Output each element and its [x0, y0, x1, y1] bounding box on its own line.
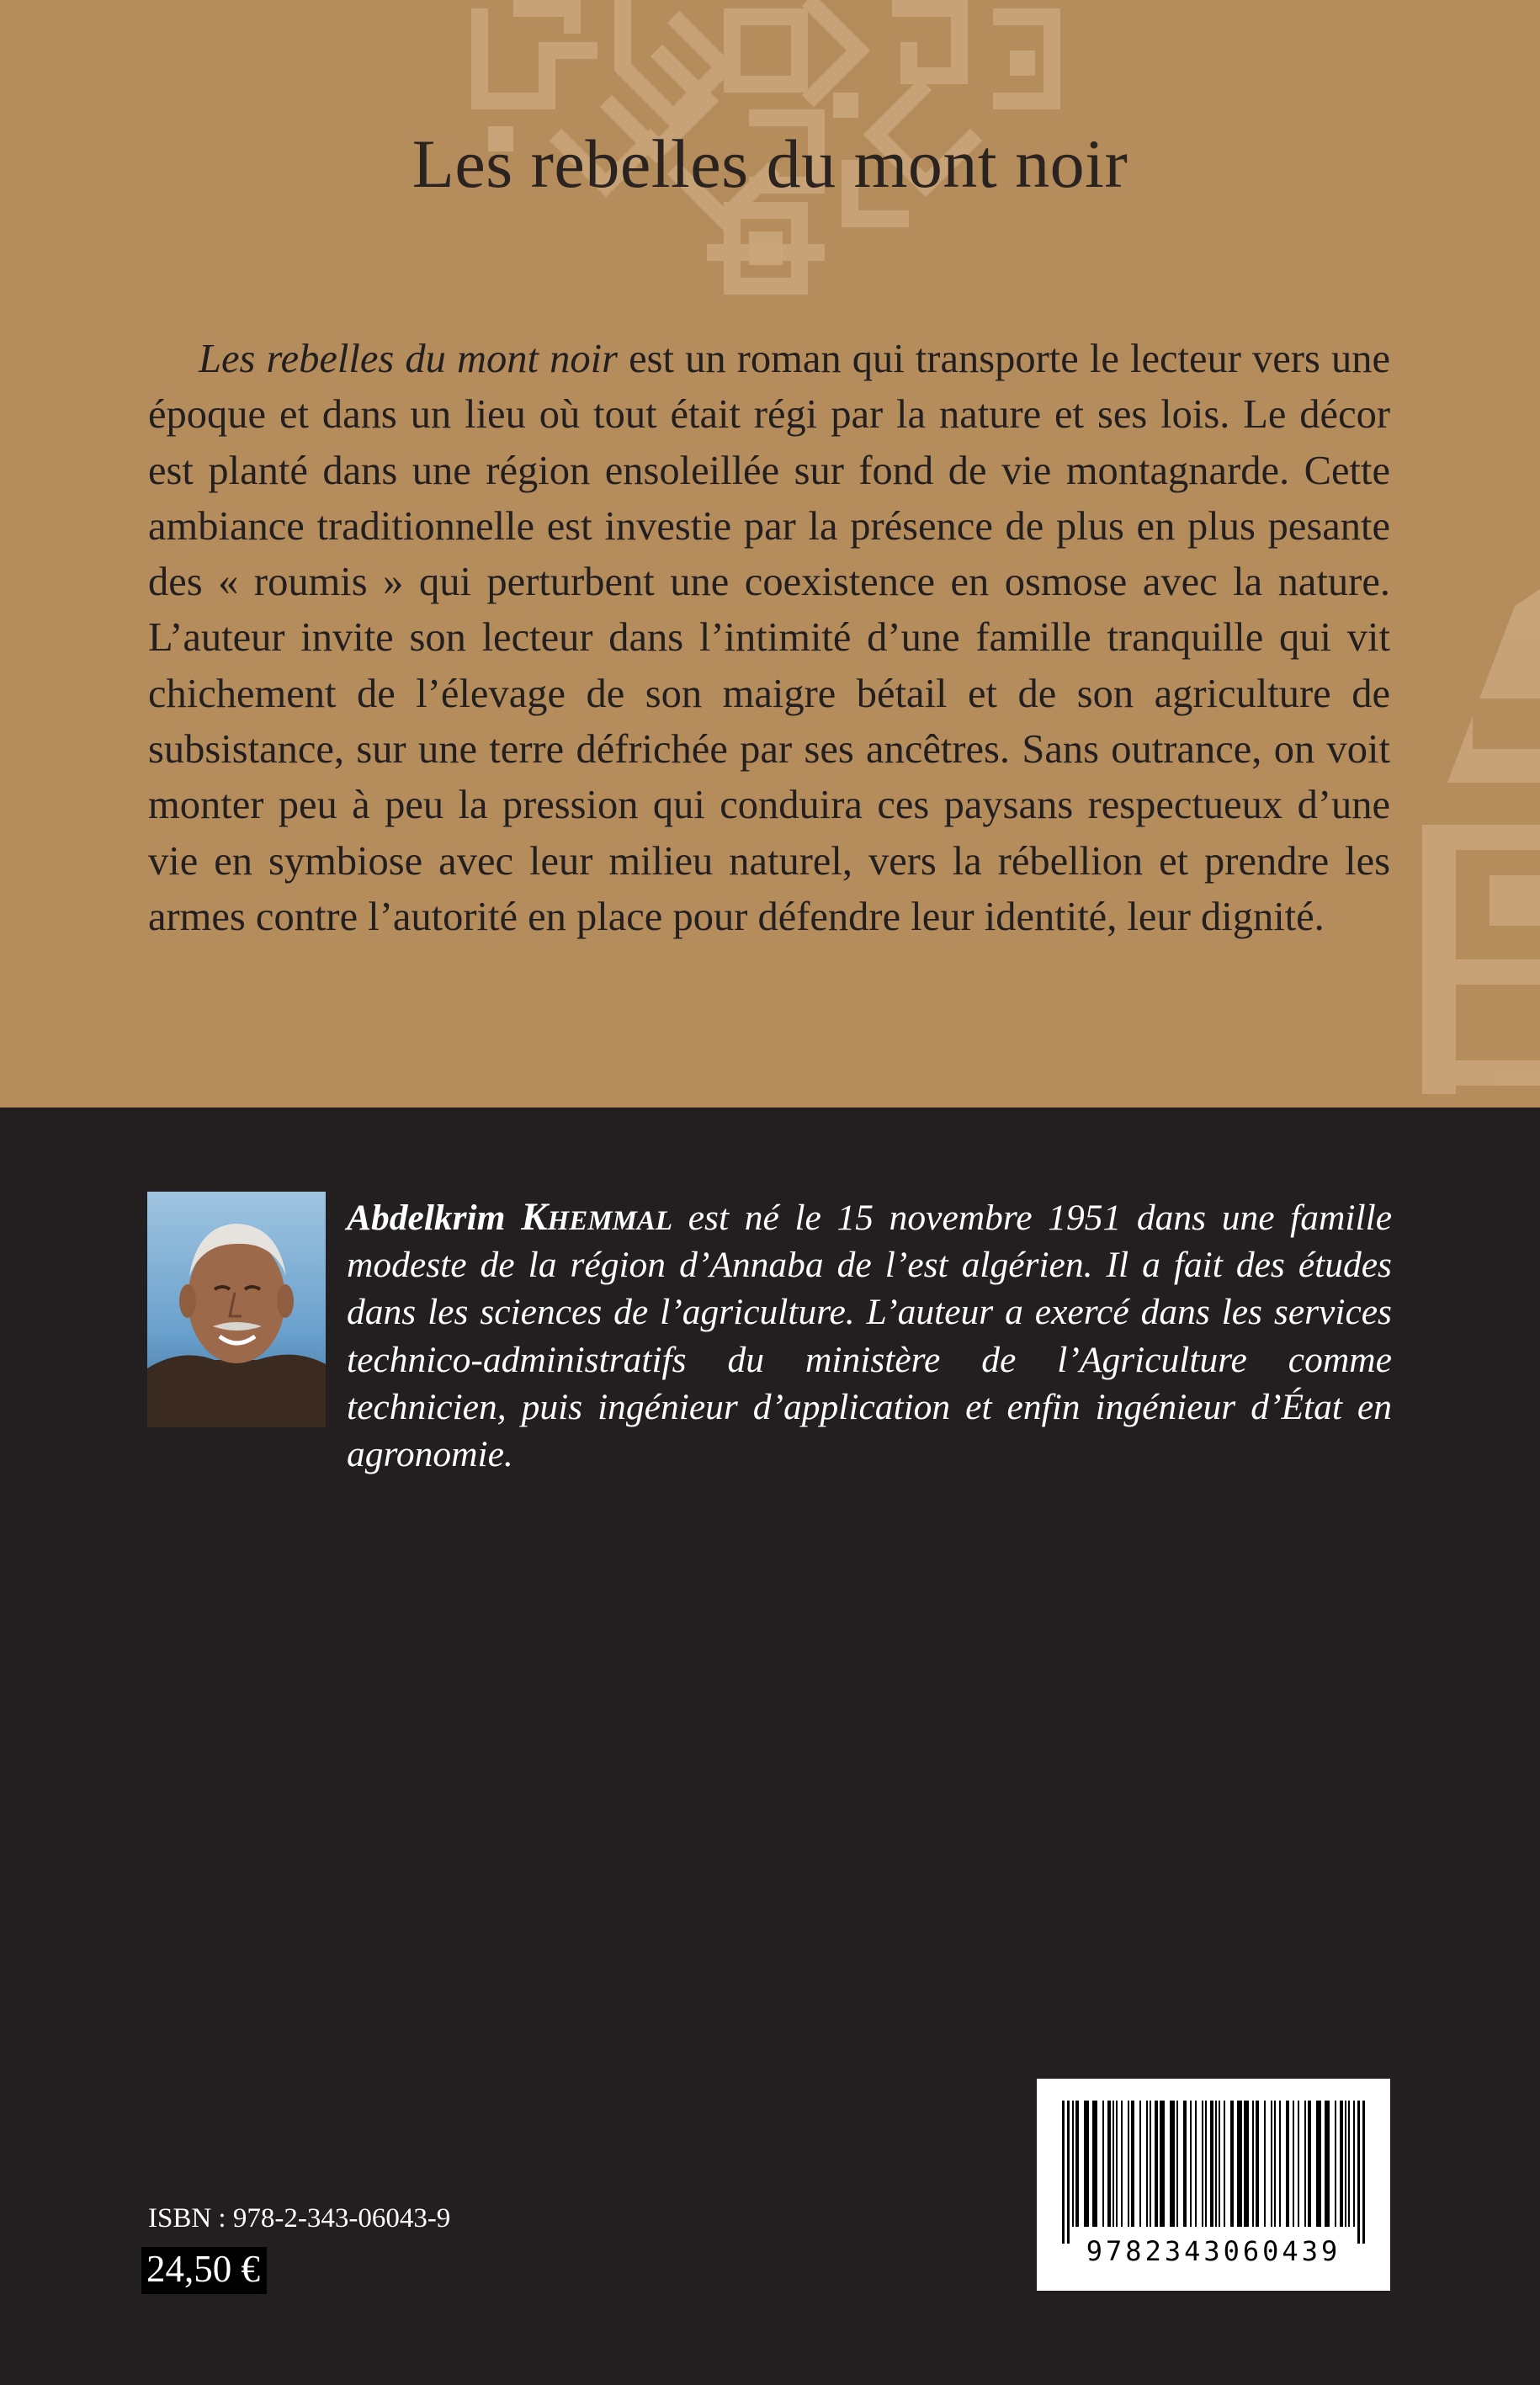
barcode-bar [1357, 2101, 1360, 2244]
barcode-bar [1146, 2101, 1148, 2227]
barcode-bar [1092, 2101, 1097, 2227]
author-bio-text: est né le 15 novembre 1951 dans une famille modeste de la région d’Annaba de l’est algérien. Il a fait des études dans les sciences de l’agriculture. L’auteur a exercé dans les services technico-administratifs du ministère de l’Agriculture comme technicien, puis ingénieur d’application et enfin ingénieur d’État en agronomie. [347, 1198, 1392, 1475]
barcode-bar [1362, 2101, 1365, 2244]
author-first-name: Abdelkrim [347, 1198, 506, 1238]
barcode-bar [1160, 2101, 1165, 2227]
author-bio [347, 1193, 1392, 1478]
price-label: 24,50 € [141, 2247, 267, 2294]
barcode-bar [1131, 2101, 1134, 2227]
barcode-bar [1316, 2101, 1321, 2227]
barcode-bar [1062, 2101, 1065, 2244]
barcode-bar [1237, 2101, 1242, 2227]
barcode-bar [1224, 2101, 1225, 2227]
author-last-name: Khemmal [521, 1195, 673, 1239]
barcode-bar [1252, 2101, 1254, 2227]
barcode-bar [1293, 2101, 1294, 2227]
barcode-bar [1353, 2101, 1355, 2227]
barcode-bar [1345, 2101, 1346, 2227]
barcode-bar [1150, 2101, 1151, 2227]
book-blurb [148, 332, 1390, 945]
barcode-bar [1102, 2101, 1104, 2227]
barcode-bar [1190, 2101, 1192, 2227]
barcode-bar [1084, 2101, 1089, 2227]
barcode-bar [1139, 2101, 1141, 2227]
barcode-bar [1274, 2101, 1276, 2227]
author-photo [147, 1192, 326, 1427]
barcode-bar [1067, 2101, 1070, 2244]
blurb-body: est un roman qui transporte le lecteur vers une époque et dans un lieu où tout était régi par la nature et ses lois. Le décor est planté dans une région ensoleillée sur fond de vie montagnarde. Cette ambiance traditionnelle est investie par la présence de plus en plus pesante des « roumis » qui perturbent une coexistence en osmose avec la nature. L’auteur invite son lecteur dans l’intimité d’une famille tranquille qui vit chichement de l’élevage de son maigre bétail et de son agriculture de subsistance, sur une terre défrichée par ses ancêtres. Sans outrance, on voit monter peu à peu la pression qui conduira ces paysans respectueux d’une vie en symbiose avec leur milieu naturel, vers la rébellion et prendre les armes contre l’autorité en place pour défendre leur identité, leur dignité. [148, 337, 1390, 939]
barcode-bar [1107, 2101, 1111, 2227]
cover-top-panel [0, 0, 1540, 1108]
isbn-label: ISBN : 978-2-343-06043-9 [148, 2203, 451, 2234]
barcode-bar [1298, 2101, 1299, 2227]
barcode-bar [1113, 2101, 1114, 2227]
barcode-bar [1155, 2101, 1158, 2227]
barcode-bar [1340, 2101, 1343, 2227]
barcode-bar [1210, 2101, 1213, 2227]
barcode-bar [1215, 2101, 1217, 2227]
barcode-bar [1072, 2101, 1074, 2227]
barcode [1037, 2079, 1390, 2291]
barcode-bar [1286, 2101, 1289, 2227]
barcode-bar [1075, 2101, 1079, 2227]
barcode-bar [1335, 2101, 1336, 2227]
book-title: Les rebelles du mont noir [412, 125, 1128, 202]
barcode-number: 9782343060439 [1086, 2235, 1341, 2267]
barcode-bar [1202, 2101, 1203, 2227]
author-name [347, 1195, 673, 1239]
barcode-bar [1176, 2101, 1178, 2227]
side-ornament [1414, 589, 1540, 1108]
barcode-bar [1230, 2101, 1234, 2227]
barcode-bar [1271, 2101, 1272, 2227]
barcode-bar [1195, 2101, 1197, 2227]
barcode-bar [1348, 2101, 1350, 2227]
barcode-bar [1264, 2101, 1266, 2227]
blurb-title-italic: Les rebelles du mont noir [199, 337, 618, 381]
barcode-bar [1128, 2101, 1129, 2227]
barcode-bar [1244, 2101, 1249, 2227]
barcode-bar [1116, 2101, 1118, 2227]
barcode-bar [1183, 2101, 1187, 2227]
barcode-bar [1205, 2101, 1207, 2227]
barcode-bar [1121, 2101, 1123, 2227]
barcode-bar [1308, 2101, 1311, 2227]
barcode-bar [1279, 2101, 1281, 2227]
barcode-bar [1304, 2101, 1306, 2227]
barcode-bar [1170, 2101, 1175, 2227]
barcode-bar [1256, 2101, 1259, 2227]
barcode-bar [1325, 2101, 1330, 2227]
barcode-bar [1219, 2101, 1220, 2227]
